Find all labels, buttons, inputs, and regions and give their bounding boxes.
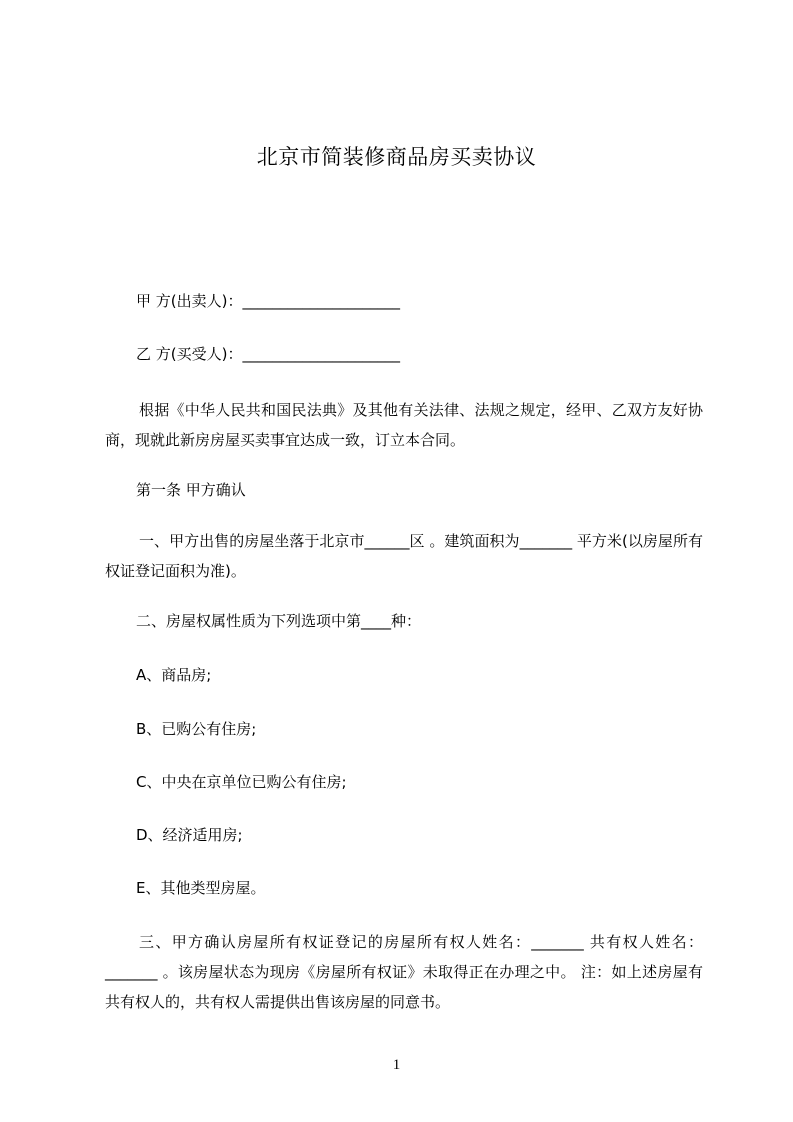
option-e: E、其他类型房屋。 — [136, 879, 266, 897]
option-c: C、中央在京单位已购公有住房; — [136, 773, 347, 791]
article-1-heading: 第一条 甲方确认 — [136, 481, 246, 499]
page-number: 1 — [392, 1057, 401, 1073]
clause-2-line: 二、房屋权属性质为下列选项中第____种： — [136, 612, 422, 630]
option-d: D、经济适用房; — [136, 826, 243, 844]
clause-1-paragraph: 一、甲方出售的房屋坐落于北京市______区 。建筑面积为_______ 平方米(以房屋所有权证登记面积为准)。 — [105, 532, 703, 580]
party-b-line: 乙 方(买受人)：_____________________ — [136, 345, 400, 363]
document-title: 北京市简装修商品房买卖协议 — [256, 145, 537, 169]
option-b: B、已购公有住房; — [136, 720, 257, 738]
option-a: A、商品房; — [136, 666, 212, 684]
clause-3-paragraph: 三、甲方确认房屋所有权证登记的房屋所有权人姓名：_______ 共有权人姓名：_______ 。该房屋状态为现房《房屋所有权证》未取得正在办理之中。 注：如上述房屋有共有权人的，共有权人需提供出售该房屋的同意书。 — [105, 933, 703, 1011]
party-a-line: 甲 方(出卖人)：_____________________ — [136, 292, 400, 310]
preamble-paragraph: 根据《中华人民共和国民法典》及其他有关法律、法规之规定，经甲、乙双方友好协商，现就此新房房屋买卖事宜达成一致，订立本合同。 — [105, 401, 703, 449]
